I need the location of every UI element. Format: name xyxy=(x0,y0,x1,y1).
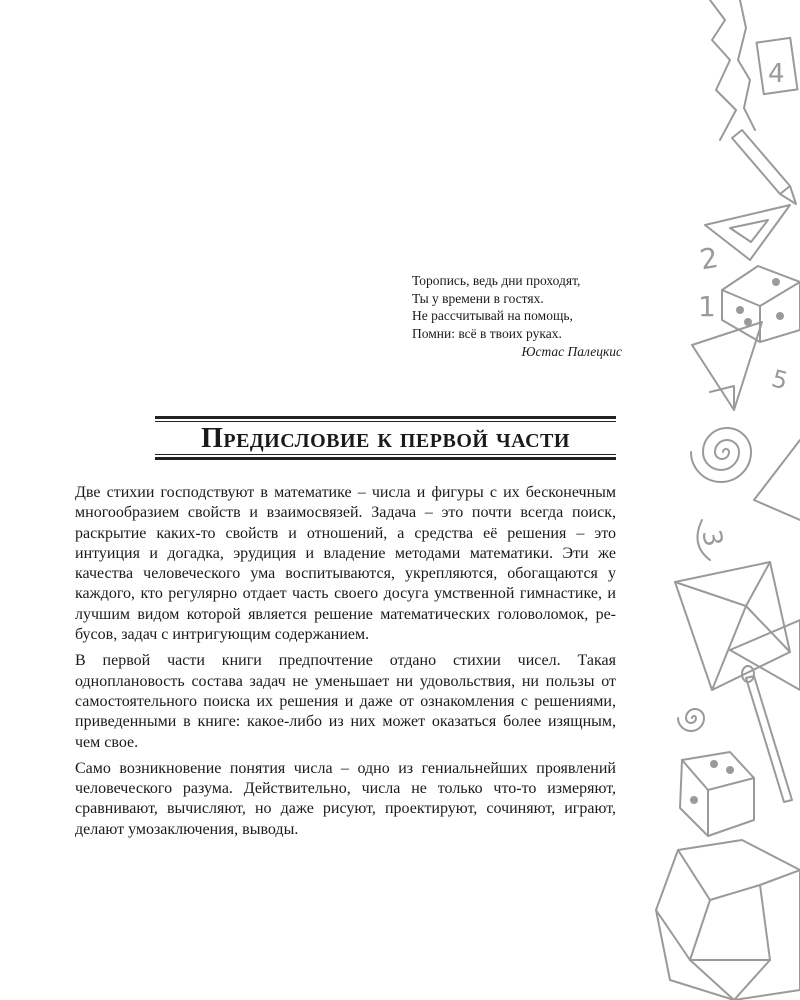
spiral-doodle xyxy=(691,428,751,482)
math-doodles-border xyxy=(650,0,800,1000)
pyramid-doodle xyxy=(675,562,790,690)
paragraph: Само возникновение понятия числа – одно из гениальнейших проявлений человеческого разума. Действительно, числа не только что-то измеряют, сравнивают, вычисляют, но даже рисуют, проектируют, сочиняют, играют, делают умозаключения, выводы. xyxy=(75,759,616,838)
triangle-ruler-doodle xyxy=(705,205,790,260)
small-triangle-doodle xyxy=(754,440,800,520)
paragraph: Две стихии господствуют в математике – числа и фигуры с их бесконечным многообразием свойств и взаимосвязей. Задача – это почти всегда поиск, раскрытие каких-то свойств и отношений, а средства её решения – это интуиция и догадка, эрудиция и владение методами математики. Эти же качества человеческого ума воспитываются, укрепляются, обогащаются у каждого, кто регулярно отдает часть своего досуга умственной гимнастике, и лучшим видом которой является решение математических головоломок, ребусов, задач с интригующим содержанием. xyxy=(75,484,616,644)
wedge-doodle xyxy=(730,620,800,690)
paragraph: В первой части книги предпочтение отдано стихии чисел. Такая одноплановость состава задач не уменьшает ни удовольствия, ни пользы от самостоятельного поиска их решения и даже от ознакомления с решениями, приведенными в книге: какое-либо из них может оказаться более изящным, чем свое. xyxy=(75,652,616,751)
epigraph xyxy=(412,272,622,361)
digit-3-doodle: 3 xyxy=(695,527,728,550)
second-dice-doodle xyxy=(680,752,754,836)
small-spiral-doodle xyxy=(678,709,704,731)
right-triangle-doodle xyxy=(692,322,762,410)
epigraph-author: Юстас Палецкис xyxy=(521,344,622,359)
chapter-heading-frame xyxy=(155,416,616,460)
zigzag-doodle xyxy=(738,0,755,130)
digit-1-doodle: 1 xyxy=(698,290,716,323)
epigraph-line: Торопись, ведь дни проходят, xyxy=(412,273,581,288)
epigraph-line: Не рассчитывай на помощь, xyxy=(412,308,573,323)
zigzag-doodle xyxy=(710,0,736,140)
digit-5-doodle: 5 xyxy=(768,364,791,396)
digit-2-doodle: 2 xyxy=(697,240,721,277)
epigraph-line: Ты у времени в гостях. xyxy=(412,290,544,306)
pencil-doodle xyxy=(732,130,796,204)
digit-4-doodle: 4 xyxy=(768,59,785,89)
chapter-title: Предисловие к первой части xyxy=(201,423,570,454)
body-text xyxy=(75,483,616,846)
matchstick-doodle xyxy=(742,666,792,802)
polyhedron-doodle xyxy=(656,840,800,1000)
epigraph-line: Помни: всё в твоих руках. xyxy=(412,325,562,341)
